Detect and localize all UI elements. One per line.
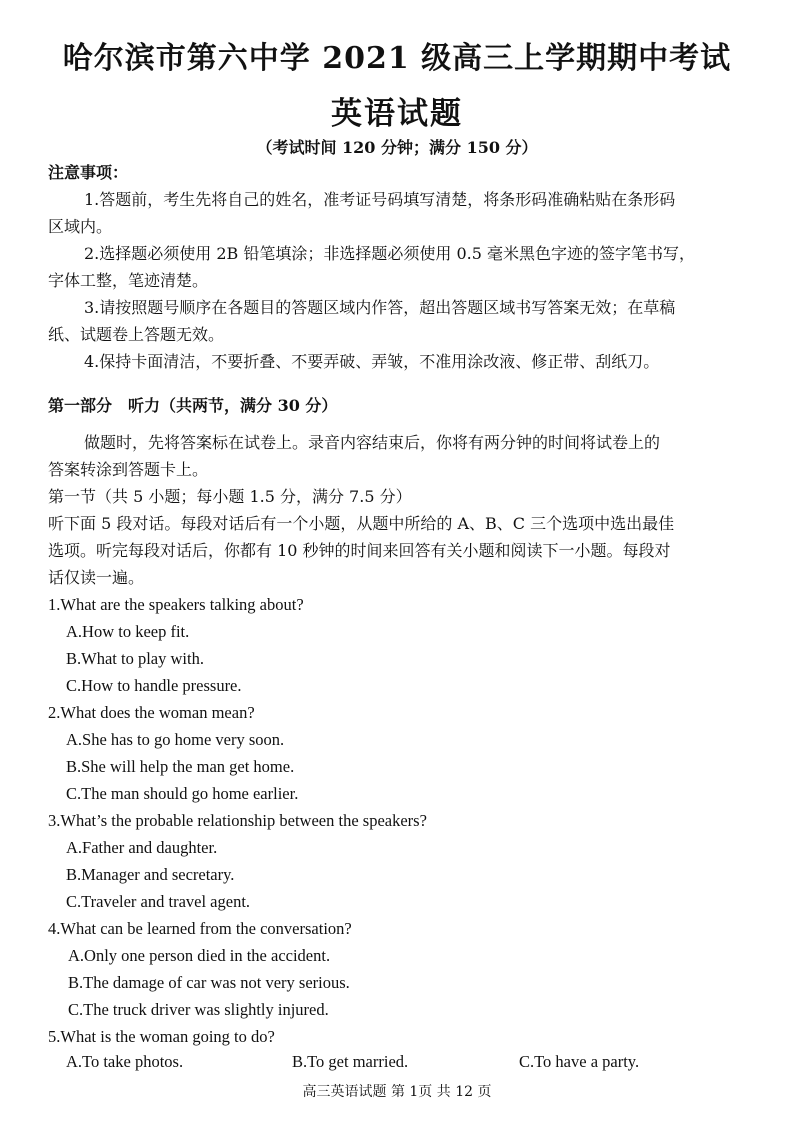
part1-heading: 第一部分 听力（共两节，满分 30 分）: [48, 396, 338, 415]
option-2a: A.She has to go home very soon.: [66, 730, 285, 749]
subject-title: 英语试题: [331, 96, 463, 132]
question-2: 2.What does the woman mean?: [48, 703, 255, 722]
notice-line: 4.保持卡面清洁，不要折叠、不要弄破、弄皱，不准用涂改液、修正带、刮纸刀。: [84, 352, 660, 371]
question-1: 1.What are the speakers talking about?: [48, 595, 304, 614]
notice-line: 纸、试题卷上答题无效。: [48, 325, 225, 344]
section1-instruction: 话仅读一遍。: [48, 568, 145, 587]
option-3c: C.Traveler and travel agent.: [66, 892, 251, 911]
notice-line: 字体工整，笔迹清楚。: [48, 271, 209, 290]
option-4c: C.The truck driver was slightly injured.: [68, 1000, 329, 1019]
notice-line: 3.请按照题号顺序在各题目的答题区域内作答，超出答题区域书写答案无效；在草稿: [84, 298, 676, 317]
option-2b: B.She will help the man get home.: [66, 757, 295, 776]
option-1b: B.What to play with.: [66, 649, 204, 668]
section1-instruction: 听下面 5 段对话。每段对话后有一个小题，从题中所给的 A、B、C 三个选项中选出最佳: [48, 514, 675, 533]
option-5a: A.To take photos.: [66, 1052, 184, 1071]
part1-intro-line: 做题时，先将答案标在试卷上。录音内容结束后，你将有两分钟的时间将试卷上的: [84, 433, 661, 452]
notice-line: 2.选择题必须使用 2B 铅笔填涂；非选择题必须使用 0.5 毫米黑色字迹的签字笔书写，: [84, 244, 695, 263]
option-1c: C.How to handle pressure.: [66, 676, 242, 695]
option-1a: A.How to keep fit.: [66, 622, 190, 641]
option-4b: B.The damage of car was not very serious.: [68, 973, 350, 992]
option-2c: C.The man should go home earlier.: [66, 784, 299, 803]
option-4a: A.Only one person died in the accident.: [68, 946, 331, 965]
question-5: 5.What is the woman going to do?: [48, 1027, 275, 1046]
notice-heading: 注意事项：: [48, 163, 129, 182]
section1-heading: 第一节（共 5 小题；每小题 1.5 分，满分 7.5 分）: [48, 487, 412, 506]
page-footer: 高三英语试题 第 1页 共 12 页: [302, 1084, 492, 1100]
notice-line: 区域内。: [48, 217, 113, 236]
part1-intro-line: 答案转涂到答题卡上。: [48, 460, 209, 479]
option-3a: A.Father and daughter.: [66, 838, 218, 857]
question-3: 3.What’s the probable relationship between the speakers?: [48, 811, 427, 830]
exam-meta: （考试时间 120 分钟；满分 150 分）: [256, 138, 538, 157]
question-4: 4.What can be learned from the conversation?: [48, 919, 352, 938]
option-5b: B.To get married.: [292, 1052, 409, 1071]
exam-title: 哈尔滨市第六中学 2021 级高三上学期期中考试: [62, 41, 732, 76]
option-5c: C.To have a party.: [519, 1052, 640, 1071]
notice-line: 1.答题前，考生先将自己的姓名，准考证号码填写清楚，将条形码准确粘贴在条形码: [84, 190, 676, 209]
section1-instruction: 选项。听完每段对话后，你都有 10 秒钟的时间来回答有关小题和阅读下一小题。每段对: [48, 541, 671, 560]
option-3b: B.Manager and secretary.: [66, 865, 235, 884]
